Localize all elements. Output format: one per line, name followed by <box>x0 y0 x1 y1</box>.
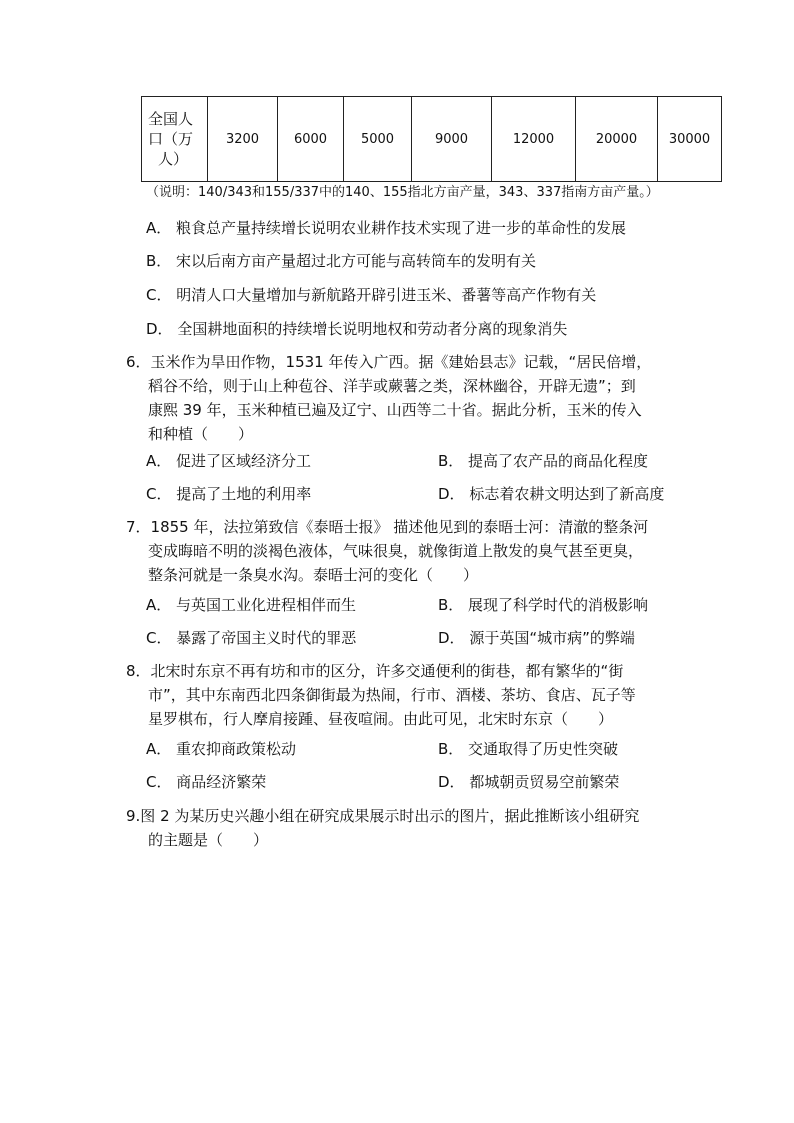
q7-option-c: C． 暴露了帝国主义时代的罪恶 <box>146 629 357 647</box>
stem-line: 7．1855 年，法拉第致信《泰晤士报》 描述他见到的泰晤士河：清澈的整条河 <box>126 518 649 536</box>
table-cell: 5000 <box>344 97 412 182</box>
q5-option-c: C． 明清人口大量增加与新航路开辟引进玉米、番薯等高产作物有关 <box>146 286 597 304</box>
q6-option-d: D． 标志着农耕文明达到了新高度 <box>438 485 665 503</box>
stem-line: 8．北宋时东京不再有坊和市的区分，许多交通便利的街巷，都有繁华的“街 <box>126 662 624 680</box>
q8-option-c: C． 商品经济繁荣 <box>146 773 267 791</box>
q8-option-d: D． 都城朝贡贸易空前繁荣 <box>438 773 620 791</box>
table-cell: 6000 <box>278 97 344 182</box>
stem-line: 变成晦暗不明的淡褐色液体，气味很臭，就像街道上散发的臭气甚至更臭， <box>148 542 644 560</box>
q7-option-a: A． 与英国工业化进程相伴而生 <box>146 596 357 614</box>
q5-option-d: D． 全国耕地面积的持续增长说明地权和劳动者分离的现象消失 <box>146 320 568 338</box>
table-row <box>142 97 722 182</box>
stem-line: 星罗棋布，行人摩肩接踵、昼夜喧闹。由此可见，北宋时东京（ ） <box>148 710 614 728</box>
question-7-stem <box>126 517 648 589</box>
q5-option-a: A． 粮食总产量持续增长说明农业耕作技术实现了进一步的革命性的发展 <box>146 219 627 237</box>
stem-line: 6．玉米作为旱田作物，1531 年传入广西。据《建始县志》记载，“居民倍增， <box>126 353 652 371</box>
stem-line: 稻谷不给，则于山上种苞谷、洋芋或蕨薯之类，深林幽谷，开辟无遗”；到 <box>148 377 636 395</box>
q6-option-a: A． 促进了区域经济分工 <box>146 452 312 470</box>
stem-line: 整条河就是一条臭水沟。泰晤士河的变化（ ） <box>148 566 479 584</box>
q8-option-a: A． 重农抑商政策松动 <box>146 740 297 758</box>
stem-line: 康熙 39 年，玉米种植已遍及辽宁、山西等二十省。据此分析，玉米的传入 <box>148 401 642 419</box>
question-6-stem <box>126 352 651 448</box>
table-cell: 9000 <box>412 97 492 182</box>
q7-option-d: D． 源于英国“城市病”的弊端 <box>438 629 635 647</box>
row-label-line: 人） <box>158 150 189 168</box>
q7-option-b: B． 展现了科学时代的消极影响 <box>438 596 649 614</box>
question-8-stem <box>126 661 636 733</box>
stem-line: 市”，其中东南西北四条御街最为热闹，行市、酒楼、茶坊、食店、瓦子等 <box>148 686 636 704</box>
q6-option-b: B． 提高了农产品的商品化程度 <box>438 452 649 470</box>
q8-option-b: B． 交通取得了历史性突破 <box>438 740 619 758</box>
table-note: （说明：140/343和155/337中的140、155指北方亩产量，343、337指南方亩产量。） <box>146 185 659 200</box>
table-cell: 20000 <box>576 97 658 182</box>
table-cell: 12000 <box>492 97 576 182</box>
table-cell: 3200 <box>208 97 278 182</box>
row-label-line: 全国人 <box>148 110 194 128</box>
stem-line: 9.图 2 为某历史兴趣小组在研究成果展示时出示的图片，据此推断该小组研究 <box>126 807 640 825</box>
q5-option-b: B． 宋以后南方亩产量超过北方可能与高转筒车的发明有关 <box>146 252 537 270</box>
table-cell: 30000 <box>658 97 722 182</box>
row-label-cell <box>142 97 208 182</box>
question-9-stem <box>126 806 639 854</box>
q6-option-c: C． 提高了土地的利用率 <box>146 485 312 503</box>
stem-line: 的主题是（ ） <box>148 831 269 849</box>
row-label-line: 口（万 <box>148 130 194 148</box>
stem-line: 和种植（ ） <box>148 425 254 443</box>
population-table <box>141 96 722 182</box>
